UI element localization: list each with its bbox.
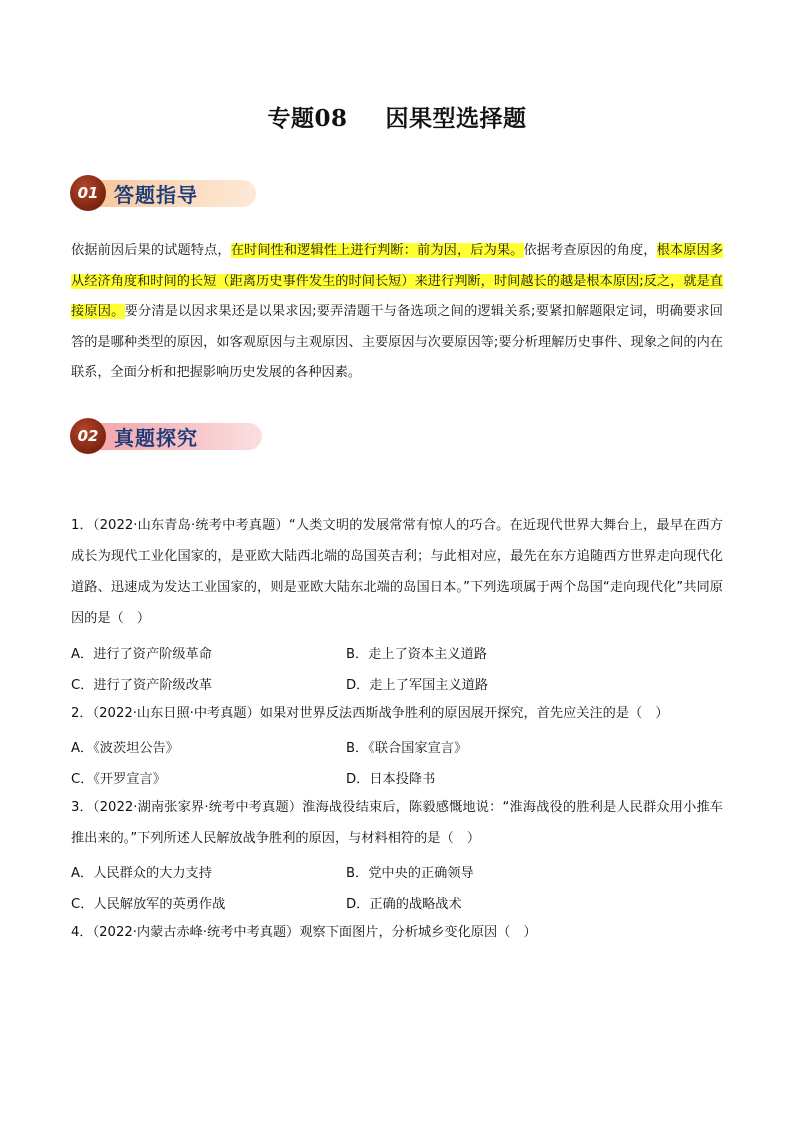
guidance-paragraph: [71, 236, 723, 389]
question-3-option-b[interactable]: B．党中央的正确领导: [346, 866, 474, 881]
title-topic-name: 因果型选择题: [385, 105, 527, 132]
guidance-highlight-2: 根本原因多从经济角度和时间的长短（距离历史事件发生的时间长短）来进行判断，时间越长的越是根本原因;反之，就是直接原因。: [71, 243, 724, 319]
question-2-option-c[interactable]: C．《开罗宣言》: [71, 772, 166, 787]
question-3-option-d[interactable]: D．正确的战略战术: [346, 897, 462, 912]
guidance-highlight-1: 在时间性和逻辑性上进行判断：前为因，后为果。: [230, 243, 524, 258]
page-title: [0, 100, 794, 133]
section-badge-01: 01: [70, 175, 106, 211]
section-badge-02: 02: [70, 418, 106, 454]
guidance-text-3: 要分清是以因求果还是以果求因;要弄清题干与备选项之间的逻辑关系;要紧扣解题限定词，明确要求回答的是哪种类型的原因，如客观原因与主观原因、主要原因与次要原因等;要分析理解历史事件、现象之间的内在联系，全面分析和把握影响历史发展的各种因素。: [71, 304, 723, 380]
question-1-option-d[interactable]: D．走上了军国主义道路: [346, 678, 489, 693]
guidance-text-2: 依据考查原因的角度，: [523, 243, 657, 258]
section-label-guidance: 答题指导: [94, 180, 256, 207]
question-2-option-d[interactable]: D．日本投降书: [346, 772, 436, 787]
question-2-option-b[interactable]: B．《联合国家宣言》: [346, 741, 468, 756]
question-2-option-a[interactable]: A．《波茨坦公告》: [71, 741, 179, 756]
question-3-stem: 3．（2022·湖南张家界·统考中考真题）淮海战役结束后，陈毅感慨地说：“淮海战役的胜利是人民群众用小推车推出来的。”下列所述人民解放战争胜利的原因，与材料相符的是（ ）: [71, 800, 723, 846]
question-3-option-c[interactable]: C．人民解放军的英勇作战: [71, 897, 226, 912]
title-topic-number: 专题08: [267, 105, 348, 132]
guidance-text-1: 依据前因后果的试题特点，: [71, 243, 231, 258]
question-2-stem: 2．（2022·山东日照·中考真题）如果对世界反法西斯战争胜利的原因展开探究，首先应关注的是（ ）: [71, 706, 669, 721]
question-1-option-a[interactable]: A．进行了资产阶级革命: [71, 647, 212, 662]
section-label-exam-questions: 真题探究: [94, 423, 262, 450]
question-1-stem: 1．（2022·山东青岛·统考中考真题）“人类文明的发展常常有惊人的巧合。在近现代世界大舞台上，最早在西方成长为现代工业化国家的，是亚欧大陆西北端的岛国英吉利；与此相对应，最先在东方追随西方世界走向现代化道路、迅速成为发达工业国家的，则是亚欧大陆东北端的岛国日本。”下列选项属于两个岛国“走向现代化”共同原因的是（ ）: [71, 518, 723, 626]
question-4-stem: 4．（2022·内蒙古赤峰·统考中考真题）观察下面图片，分析城乡变化原因（ ）: [71, 925, 537, 940]
question-3-option-a[interactable]: A．人民群众的大力支持: [71, 866, 212, 881]
question-1-option-c[interactable]: C．进行了资产阶级改革: [71, 678, 213, 693]
question-1-option-b[interactable]: B．走上了资本主义道路: [346, 647, 487, 662]
